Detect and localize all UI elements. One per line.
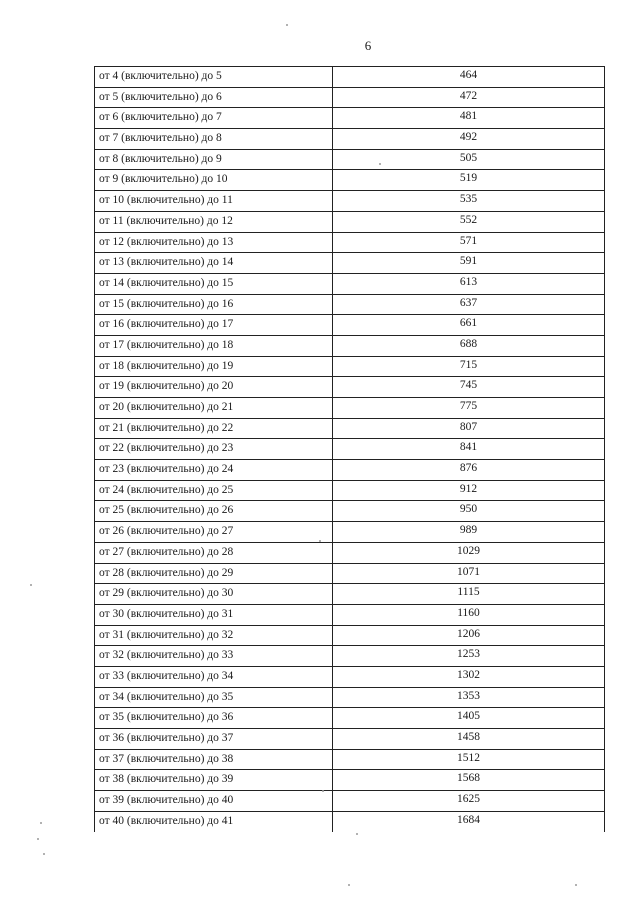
- range-cell: от 36 (включительно) до 37: [95, 729, 333, 749]
- scan-speck: [319, 540, 321, 542]
- table-row: [95, 88, 604, 109]
- table-row: [95, 377, 604, 398]
- table-row: [95, 315, 604, 336]
- table-row: [95, 191, 604, 212]
- range-cell: от 21 (включительно) до 22: [95, 419, 333, 439]
- value-cell: 464: [459, 69, 478, 81]
- scan-speck: [379, 163, 381, 165]
- table-row: [95, 791, 604, 812]
- table-row: [95, 770, 604, 791]
- range-cell: от 9 (включительно) до 10: [95, 170, 333, 190]
- range-cell: от 27 (включительно) до 28: [95, 543, 333, 563]
- value-cell: 950: [459, 503, 478, 516]
- table-row: [95, 398, 604, 419]
- value-cell: 1206: [457, 627, 480, 640]
- table-row: [95, 605, 604, 626]
- scan-speck: [348, 884, 350, 886]
- value-cell: 472: [459, 89, 478, 102]
- range-cell: от 16 (включительно) до 17: [95, 315, 333, 335]
- range-cell: от 33 (включительно) до 34: [95, 667, 333, 687]
- table-row: [95, 357, 604, 378]
- range-cell: от 5 (включительно) до 6: [95, 88, 333, 108]
- tariff-table: [94, 66, 605, 832]
- range-cell: от 20 (включительно) до 21: [95, 398, 333, 418]
- scan-speck: [286, 24, 288, 26]
- value-cell: 841: [459, 441, 478, 454]
- value-cell: 1512: [457, 751, 480, 764]
- value-cell: 1684: [457, 813, 480, 826]
- scan-speck: [43, 853, 45, 855]
- range-cell: от 26 (включительно) до 27: [95, 522, 333, 542]
- value-cell: 876: [459, 462, 478, 475]
- table-row: [95, 253, 604, 274]
- table-row: [95, 67, 604, 88]
- scan-speck: [356, 833, 358, 835]
- value-cell: 715: [459, 358, 478, 371]
- table-row: [95, 522, 604, 543]
- range-cell: от 22 (включительно) до 23: [95, 439, 333, 459]
- range-cell: от 11 (включительно) до 12: [95, 212, 333, 232]
- value-cell: 492: [459, 131, 478, 144]
- range-cell: от 37 (включительно) до 38: [95, 750, 333, 770]
- value-cell: 1302: [457, 668, 480, 681]
- value-cell: 552: [459, 213, 478, 226]
- value-cell: 613: [459, 275, 478, 288]
- value-cell: 775: [459, 400, 478, 412]
- table-row: [95, 729, 604, 750]
- table-row: [95, 460, 604, 481]
- table-row: [95, 564, 604, 585]
- table-row: [95, 336, 604, 357]
- table-row: [95, 233, 604, 254]
- value-cell: 481: [459, 110, 478, 123]
- range-cell: от 15 (включительно) до 16: [95, 295, 333, 315]
- scan-speck: [575, 884, 577, 886]
- range-cell: от 7 (включительно) до 8: [95, 129, 333, 149]
- value-cell: 1353: [457, 689, 480, 702]
- range-cell: от 31 (включительно) до 32: [95, 626, 333, 646]
- table-row: [95, 108, 604, 129]
- range-cell: от 12 (включительно) до 13: [95, 233, 333, 253]
- table-row: [95, 626, 604, 647]
- table-row: [95, 501, 604, 522]
- table-row: [95, 150, 604, 171]
- scan-speck: [30, 584, 32, 586]
- range-cell: от 29 (включительно) до 30: [95, 584, 333, 604]
- value-cell: 1568: [457, 772, 480, 785]
- range-cell: от 39 (включительно) до 40: [95, 791, 333, 811]
- value-cell: 1253: [457, 648, 480, 661]
- value-cell: 989: [459, 524, 478, 537]
- range-cell: от 32 (включительно) до 33: [95, 646, 333, 666]
- table-row: [95, 170, 604, 191]
- table-row: [95, 129, 604, 150]
- value-cell: 1029: [457, 544, 480, 557]
- range-cell: от 28 (включительно) до 29: [95, 564, 333, 584]
- table-row: [95, 667, 604, 688]
- table-row: [95, 750, 604, 771]
- table-row: [95, 481, 604, 502]
- table-row: [95, 646, 604, 667]
- value-cell: 591: [459, 255, 478, 268]
- value-cell: 1405: [457, 710, 480, 723]
- table-row: [95, 543, 604, 564]
- table-row: [95, 212, 604, 233]
- range-cell: от 18 (включительно) до 19: [95, 357, 333, 377]
- range-cell: от 38 (включительно) до 39: [95, 770, 333, 790]
- table-row: [95, 688, 604, 709]
- value-cell: 1458: [457, 731, 480, 743]
- range-cell: от 40 (включительно) до 41: [95, 812, 333, 833]
- value-cell: 505: [459, 151, 478, 164]
- range-cell: от 14 (включительно) до 15: [95, 274, 333, 294]
- table-row: [95, 439, 604, 460]
- value-cell: 1115: [457, 586, 480, 599]
- scan-speck: [40, 822, 42, 824]
- table-row: [95, 295, 604, 316]
- range-cell: от 34 (включительно) до 35: [95, 688, 333, 708]
- value-cell: 807: [459, 420, 478, 433]
- value-cell: 745: [459, 379, 478, 392]
- range-cell: от 23 (включительно) до 24: [95, 460, 333, 480]
- table-row: [95, 708, 604, 729]
- value-cell: 1071: [457, 565, 480, 578]
- range-cell: от 10 (включительно) до 11: [95, 191, 333, 211]
- table-row: [95, 419, 604, 440]
- value-cell: 688: [459, 337, 478, 350]
- value-cell: 661: [459, 317, 478, 330]
- range-cell: от 4 (включительно) до 5: [95, 67, 333, 87]
- value-cell: 519: [459, 172, 478, 185]
- range-cell: от 13 (включительно) до 14: [95, 253, 333, 273]
- value-cell: 1160: [457, 606, 480, 619]
- table-row: [95, 584, 604, 605]
- range-cell: от 17 (включительно) до 18: [95, 336, 333, 356]
- range-cell: от 24 (включительно) до 25: [95, 481, 333, 501]
- range-cell: от 30 (включительно) до 31: [95, 605, 333, 625]
- scan-speck: [37, 838, 39, 840]
- value-cell: 912: [459, 482, 478, 495]
- value-cell: 1625: [457, 793, 480, 806]
- value-cell: 535: [459, 193, 478, 206]
- table-row: [95, 812, 604, 833]
- page-number: 6: [364, 38, 372, 53]
- value-cell: 571: [459, 234, 478, 247]
- range-cell: от 19 (включительно) до 20: [95, 377, 333, 397]
- range-cell: от 35 (включительно) до 36: [95, 708, 333, 728]
- range-cell: от 25 (включительно) до 26: [95, 501, 333, 521]
- range-cell: от 8 (включительно) до 9: [95, 150, 333, 170]
- table-row: [95, 274, 604, 295]
- range-cell: от 6 (включительно) до 7: [95, 108, 333, 128]
- scan-speck: [322, 790, 324, 792]
- value-cell: 637: [459, 296, 478, 309]
